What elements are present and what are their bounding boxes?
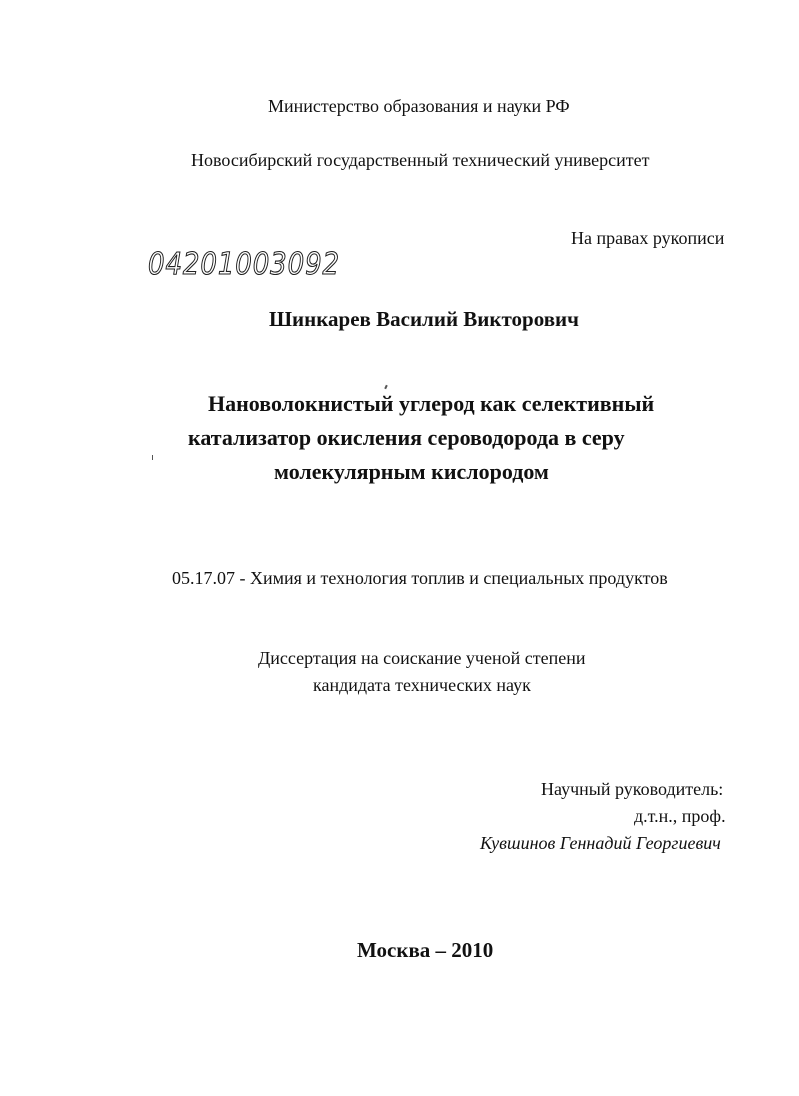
scan-speck (152, 455, 153, 460)
ministry-name: Министерство образования и науки РФ (268, 96, 570, 116)
degree-statement-line-1: Диссертация на соискание ученой степени (258, 648, 586, 668)
supervisor-label: Научный руководитель: (541, 779, 724, 799)
supervisor-degree: д.т.н., проф. (634, 806, 726, 826)
manuscript-note: На правах рукописи (571, 228, 725, 248)
dissertation-title-line-2: катализатор окисления сероводорода в серу (188, 425, 625, 450)
dissertation-title-line-1: Нановолокнистый углерод как селективный (208, 391, 655, 416)
handwritten-registration-number-text: 04201003092 (148, 247, 340, 282)
scan-speck (384, 385, 388, 389)
supervisor-name: Кувшинов Геннадий Георгиевич (480, 833, 721, 853)
degree-statement-line-2: кандидата технических наук (313, 675, 531, 695)
author-name: Шинкарев Василий Викторович (269, 307, 579, 331)
dissertation-title-line-3: молекулярным кислородом (274, 459, 549, 484)
university-name: Новосибирский государственный технический университет (191, 150, 650, 170)
handwritten-registration-number (146, 243, 346, 283)
city-year: Москва – 2010 (357, 938, 494, 962)
specialty-code: 05.17.07 - Химия и технология топлив и специальных продуктов (172, 568, 668, 588)
